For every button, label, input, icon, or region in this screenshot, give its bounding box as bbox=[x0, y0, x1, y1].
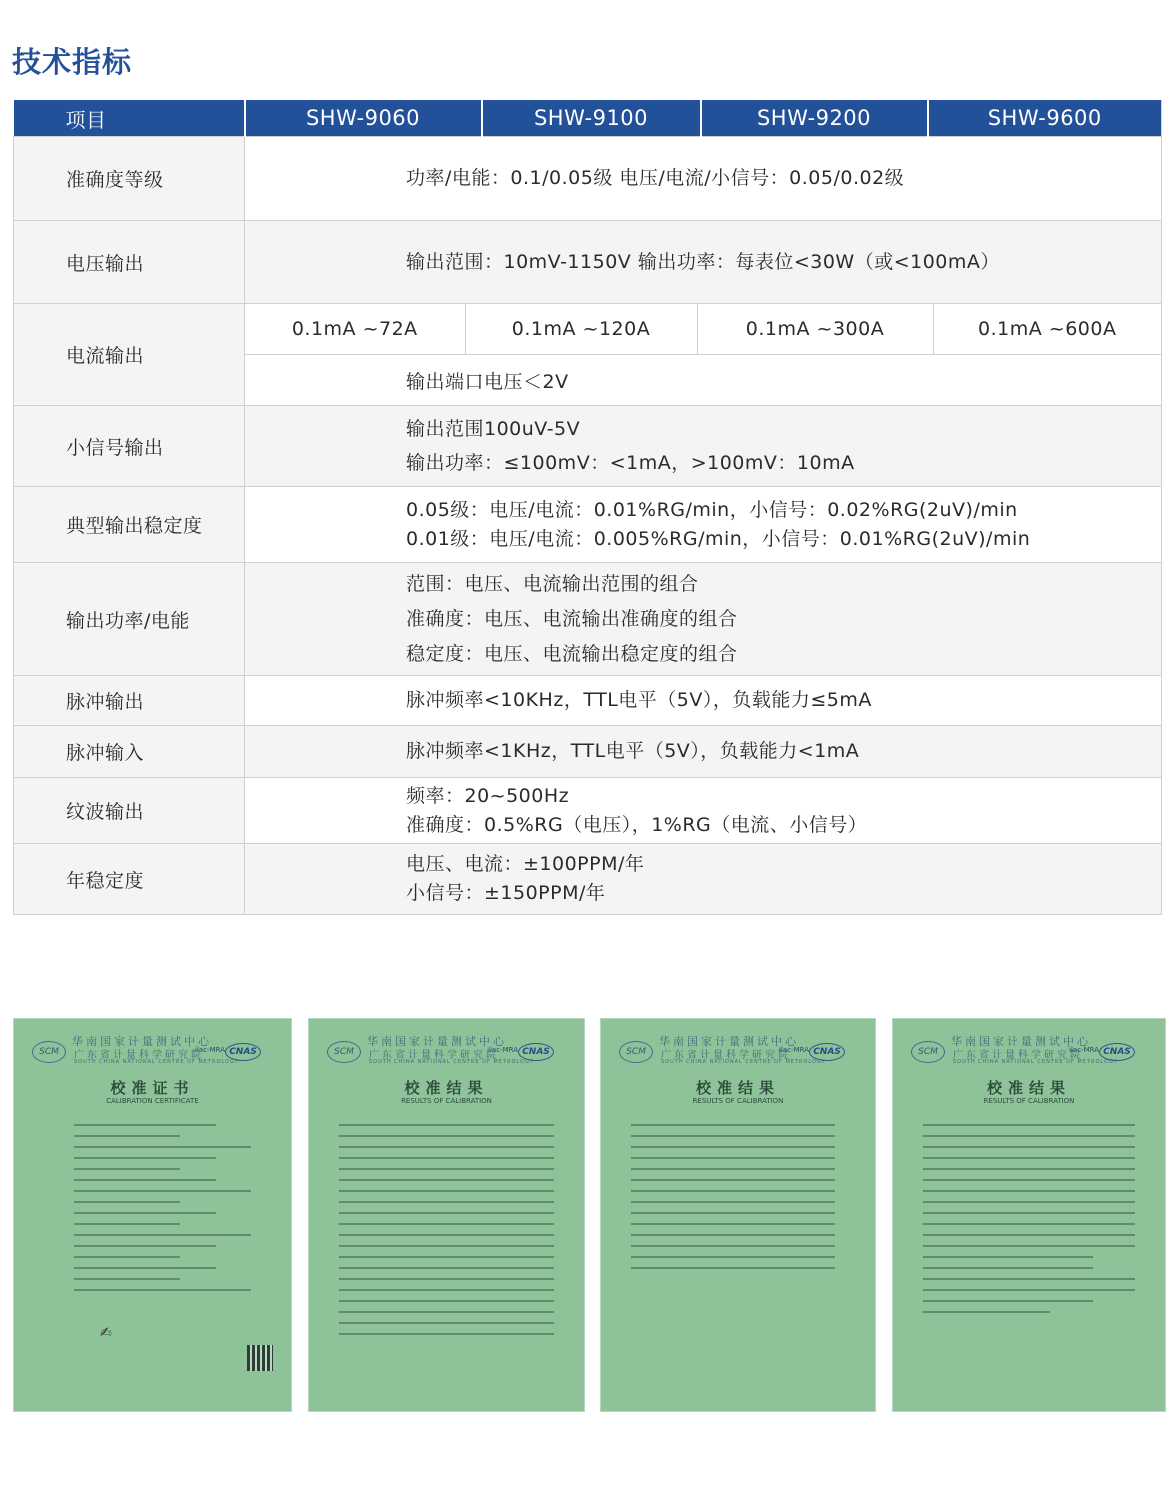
current-subtable bbox=[245, 304, 1161, 405]
value-line: 准确度：电压、电流输出准确度的组合 bbox=[406, 607, 738, 630]
cnas-logo: CNAS bbox=[518, 1043, 554, 1061]
value-line: 0.05级：电压/电流：0.01%RG/min，小信号：0.02%RG(2uV)/min bbox=[406, 498, 1018, 521]
current-cell bbox=[245, 304, 1162, 406]
page-title: 技术指标 bbox=[12, 45, 133, 79]
table-row bbox=[14, 778, 1162, 844]
cert-org: 华南国家计量测试中心 bbox=[951, 1035, 1091, 1048]
cert-body-text bbox=[74, 1124, 251, 1385]
table-row bbox=[14, 221, 1162, 304]
table-row bbox=[14, 304, 1162, 406]
row-label: 纹波输出 bbox=[14, 778, 245, 844]
row-value: 脉冲频率<1KHz，TTL电平（5V），负载能力<1mA bbox=[245, 726, 1162, 778]
table-row bbox=[14, 487, 1162, 563]
value-line: 0.01级：电压/电流：0.005%RG/min，小信号：0.01%RG(2uV)/min bbox=[406, 527, 1031, 550]
cert-results-table bbox=[631, 1124, 835, 1281]
cert-results-table bbox=[339, 1124, 554, 1385]
cert-subtitle: RESULTS OF CALIBRATION bbox=[401, 1097, 492, 1105]
value-line: 稳定度：电压、电流输出稳定度的组合 bbox=[406, 642, 738, 665]
row-value bbox=[245, 778, 1162, 844]
certificate-image bbox=[600, 1018, 876, 1412]
row-value bbox=[245, 406, 1162, 487]
certificate-image bbox=[308, 1018, 585, 1412]
cnas-logo: CNAS bbox=[1099, 1043, 1135, 1061]
cert-org-secondary: 广东省计量科学研究院 bbox=[369, 1050, 499, 1061]
value-line: 电压、电流：±100PPM/年 bbox=[406, 853, 645, 875]
table-row bbox=[14, 844, 1162, 915]
value-line: 小信号：±150PPM/年 bbox=[406, 882, 606, 904]
row-label: 电流输出 bbox=[14, 304, 245, 406]
current-range: 0.1mA ~600A bbox=[978, 318, 1117, 340]
current-range: 0.1mA ~300A bbox=[697, 304, 933, 355]
cert-title: 校准结果 bbox=[404, 1079, 489, 1097]
cert-title: 校准结果 bbox=[986, 1079, 1071, 1097]
scm-logo: SCM bbox=[911, 1041, 945, 1063]
cert-results-table bbox=[923, 1124, 1135, 1385]
current-range: 0.1mA ~72A bbox=[245, 304, 465, 355]
row-label: 脉冲输入 bbox=[14, 726, 245, 778]
row-label: 电压输出 bbox=[14, 221, 245, 304]
certificate-image bbox=[892, 1018, 1166, 1412]
row-label: 年稳定度 bbox=[14, 844, 245, 915]
value-line: 输出范围100uV-5V bbox=[406, 418, 581, 440]
scm-logo: SCM bbox=[327, 1041, 361, 1063]
row-label: 输出功率/电能 bbox=[14, 563, 245, 676]
cert-org: 华南国家计量测试中心 bbox=[367, 1035, 507, 1048]
table-row bbox=[14, 676, 1162, 726]
ilac-logo: ilac-MRA bbox=[488, 1046, 518, 1054]
qr-code bbox=[247, 1345, 273, 1371]
cert-subtitle: RESULTS OF CALIBRATION bbox=[983, 1097, 1075, 1105]
cnas-logo: CNAS bbox=[809, 1043, 845, 1061]
spec-table bbox=[13, 100, 1162, 915]
row-label: 小信号输出 bbox=[14, 406, 245, 487]
cert-org-en: SOUTH CHINA NATIONAL CENTRE OF METROLOGY bbox=[369, 1059, 534, 1065]
current-range: 0.1mA ~120A bbox=[465, 304, 697, 355]
value-line: 准确度：0.5%RG（电压），1%RG（电流、小信号） bbox=[406, 813, 868, 836]
cert-org-en: SOUTH CHINA NATIONAL CENTRE OF METROLOGY bbox=[74, 1059, 239, 1065]
row-value bbox=[245, 844, 1162, 915]
signature: ✍ bbox=[100, 1325, 112, 1341]
header-model: SHW-9200 bbox=[701, 100, 928, 137]
row-value bbox=[245, 563, 1162, 676]
row-value: 输出范围：10mV-1150V 输出功率：每表位<30W（或<100mA） bbox=[245, 221, 1162, 304]
header-model: SHW-9100 bbox=[482, 100, 701, 137]
value-line: 输出功率：≤100mV：<1mA，>100mV：10mA bbox=[406, 452, 855, 474]
cert-title: 校准证书 bbox=[110, 1079, 195, 1097]
header-item: 项目 bbox=[14, 100, 245, 137]
scm-logo: SCM bbox=[619, 1041, 653, 1063]
header-model: SHW-9600 bbox=[928, 100, 1162, 137]
row-label: 典型输出稳定度 bbox=[14, 487, 245, 563]
cert-org-secondary: 广东省计量科学研究院 bbox=[661, 1050, 791, 1061]
ilac-logo: ilac-MRA bbox=[1069, 1046, 1099, 1054]
row-value: 脉冲频率<10KHz，TTL电平（5V），负载能力≤5mA bbox=[245, 676, 1162, 726]
table-header bbox=[14, 100, 1162, 137]
row-label: 准确度等级 bbox=[14, 137, 245, 221]
cert-org-secondary: 广东省计量科学研究院 bbox=[953, 1050, 1083, 1061]
table-row bbox=[14, 726, 1162, 778]
value-line: 范围：电压、电流输出范围的组合 bbox=[406, 572, 699, 595]
cert-title: 校准结果 bbox=[695, 1079, 780, 1097]
port-voltage: 输出端口电压＜2V bbox=[245, 355, 1161, 406]
header-model: SHW-9060 bbox=[245, 100, 482, 137]
row-value bbox=[245, 487, 1162, 563]
cert-org-en: SOUTH CHINA NATIONAL CENTRE OF METROLOGY bbox=[953, 1059, 1118, 1065]
table-row bbox=[14, 406, 1162, 487]
ilac-logo: ilac-MRA bbox=[195, 1046, 225, 1054]
cert-org: 华南国家计量测试中心 bbox=[659, 1035, 799, 1048]
table-row bbox=[14, 563, 1162, 676]
cert-org: 华南国家计量测试中心 bbox=[72, 1035, 212, 1048]
certificate-image bbox=[13, 1018, 292, 1412]
table-row bbox=[14, 137, 1162, 221]
cnas-logo: CNAS bbox=[225, 1043, 261, 1061]
ilac-logo: ilac-MRA bbox=[779, 1046, 809, 1054]
cert-subtitle: RESULTS OF CALIBRATION bbox=[692, 1097, 784, 1105]
cert-subtitle: CALIBRATION CERTIFICATE bbox=[106, 1097, 199, 1105]
row-label: 脉冲输出 bbox=[14, 676, 245, 726]
cert-org-en: SOUTH CHINA NATIONAL CENTRE OF METROLOGY bbox=[661, 1059, 826, 1065]
cert-org-secondary: 广东省计量科学研究院 bbox=[74, 1050, 204, 1061]
row-value: 功率/电能：0.1/0.05级 电压/电流/小信号：0.05/0.02级 bbox=[245, 137, 1162, 221]
scm-logo: SCM bbox=[32, 1041, 66, 1063]
value-line: 频率：20~500Hz bbox=[406, 784, 570, 807]
